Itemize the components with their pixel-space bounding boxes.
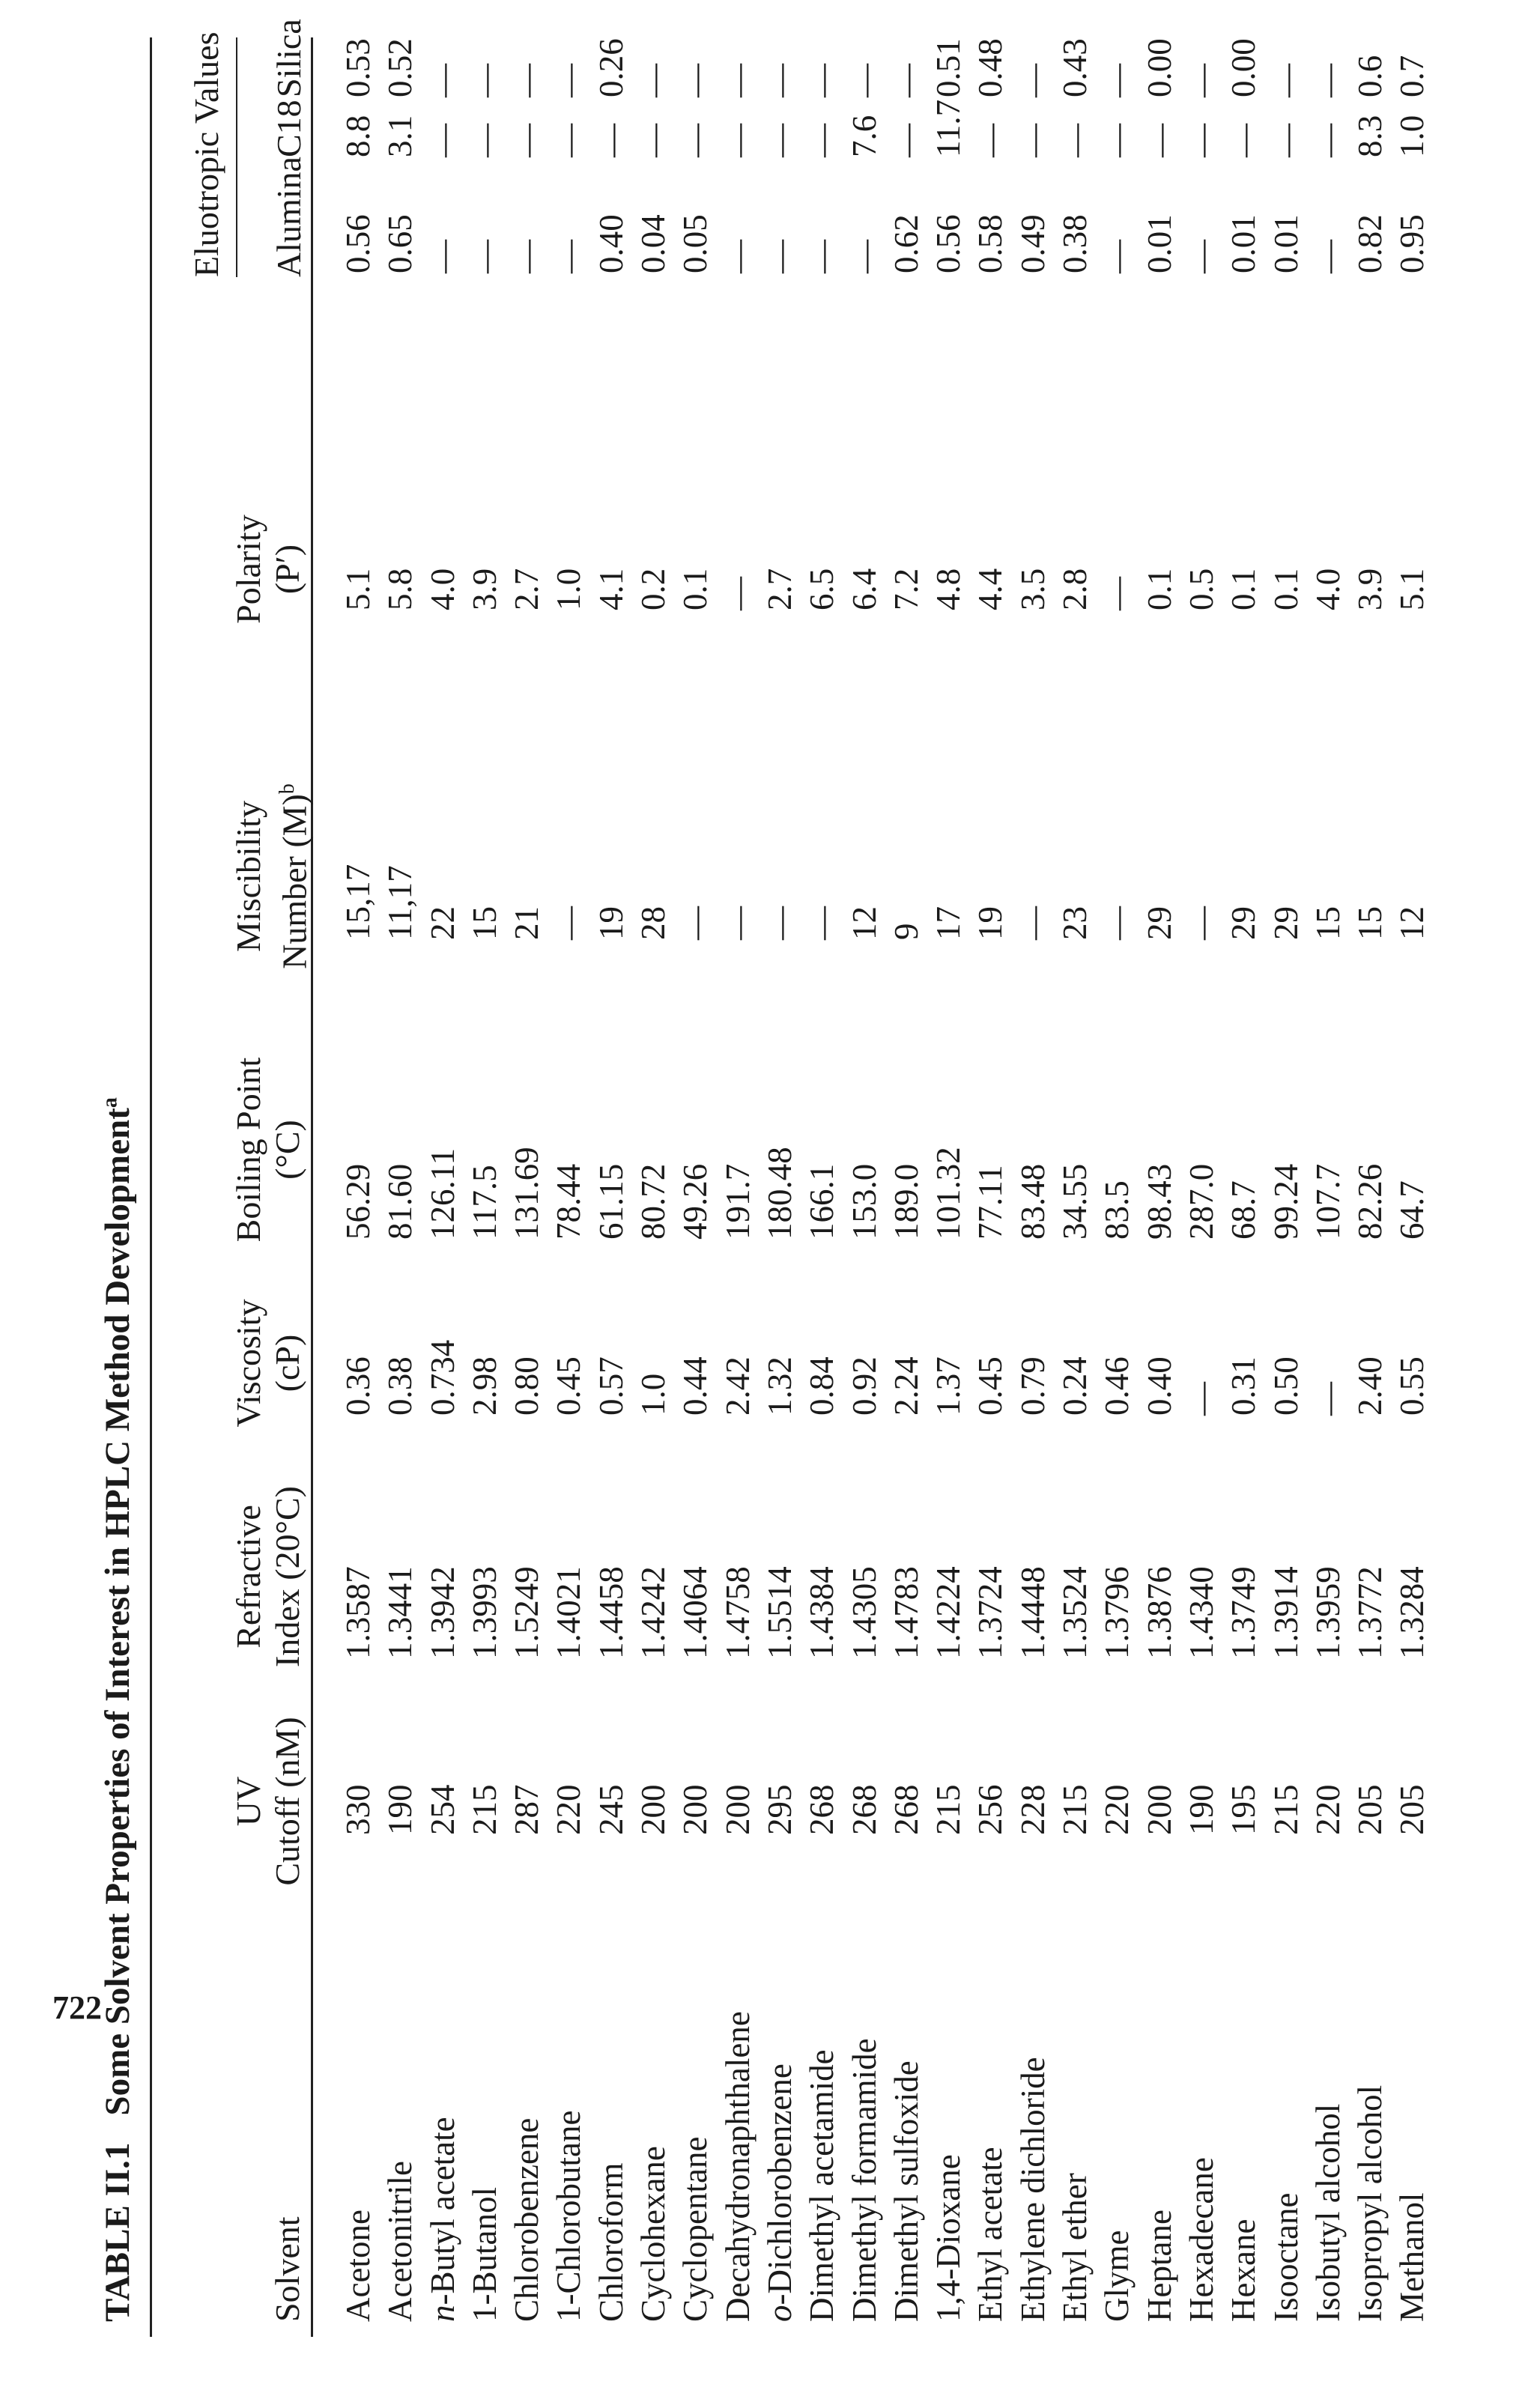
table-cell-c18: — (1225, 124, 1263, 157)
table-cell-silica: — (718, 64, 757, 97)
table-cell-c18: — (634, 124, 673, 157)
table-cell-uv: 268 (803, 1784, 841, 1835)
table-cell-visc: — (1309, 1382, 1347, 1416)
table-cell-silica: — (1309, 64, 1347, 97)
table-cell-misc: 12 (1393, 906, 1431, 940)
table-cell-misc: 23 (1056, 906, 1094, 940)
table-cell-pol: 4.8 (930, 568, 968, 610)
table-cell-alumina: 0.01 (1225, 214, 1263, 273)
table-cell-alumina: 0.82 (1351, 214, 1389, 273)
table-cell-uv: 228 (1013, 1784, 1052, 1835)
table-title-text: Some Solvent Properties of Interest in HPLC Method Development (98, 1108, 137, 2116)
table-cell-c18: 11.7 (930, 99, 968, 157)
table-cell-pol: 6.5 (803, 568, 841, 610)
table-cell-visc: 1.37 (930, 1356, 968, 1416)
table-cell-solvent: Hexadecane (1182, 2157, 1220, 2322)
table-cell-pol: 0.1 (1267, 568, 1305, 610)
table-cell-alumina: 0.95 (1393, 214, 1431, 273)
table-cell-visc: 0.44 (676, 1356, 715, 1416)
table-cell-bp: 131.69 (508, 1147, 546, 1240)
table-cell-uv: 215 (1267, 1784, 1305, 1835)
table-cell-c18: 3.1 (381, 115, 419, 157)
table-cell-solvent: Chlorobenzene (508, 2117, 546, 2322)
table-cell-pol: 2.8 (1056, 568, 1094, 610)
table-cell-visc: 0.55 (1393, 1356, 1431, 1416)
header-rule (311, 37, 313, 2337)
table-cell-misc: 15 (1309, 906, 1347, 940)
table-cell-solvent: Ethyl acetate (971, 2147, 1010, 2322)
table-cell-uv: 205 (1351, 1784, 1389, 1835)
table-cell-misc: 29 (1225, 906, 1263, 940)
page-number: 722 (52, 1989, 102, 2026)
table-cell-uv: 245 (592, 1784, 630, 1835)
table-cell-solvent: Glyme (1098, 2230, 1136, 2322)
title-footnote-marker: a (98, 1097, 122, 1109)
column-miscibility (337, 864, 1434, 940)
table-cell-ri: 1.3772 (1351, 1566, 1389, 1659)
table-cell-solvent: Decahydronaphthalene (718, 2011, 757, 2322)
column-alumina (337, 214, 1434, 273)
table-cell-silica: — (1182, 64, 1220, 97)
table-cell-uv: 287 (508, 1784, 546, 1835)
table-cell-c18: — (592, 124, 630, 157)
table-cell-solvent: Cyclohexane (634, 2146, 673, 2322)
table-cell-visc: 0.80 (508, 1356, 546, 1416)
table-cell-uv: 195 (1225, 1784, 1263, 1835)
table-cell-uv: 215 (465, 1784, 503, 1835)
table-cell-silica: — (550, 64, 588, 97)
table-cell-solvent: Acetone (339, 2210, 377, 2322)
table-cell-uv: 295 (760, 1784, 798, 1835)
table-cell-uv: 254 (423, 1784, 461, 1835)
table-cell-ri: 1.3524 (1056, 1566, 1094, 1659)
table-cell-uv: 200 (1140, 1784, 1178, 1835)
table-cell-pol: 3.9 (465, 568, 503, 610)
table-cell-ri: 1.4224 (930, 1566, 968, 1659)
table-cell-ri: 1.4458 (592, 1566, 630, 1659)
column-c18 (337, 100, 1434, 157)
table-cell-uv: 205 (1393, 1784, 1431, 1835)
table-cell-alumina: — (718, 240, 757, 273)
table-cell-bp: 64.7 (1393, 1180, 1431, 1240)
table-cell-bp: 56.29 (339, 1163, 377, 1240)
table-cell-ri: 1.3724 (971, 1566, 1010, 1659)
table-cell-alumina: 0.56 (339, 214, 377, 273)
table-cell-ri: 1.4758 (718, 1566, 757, 1659)
table-cell-c18: — (1140, 124, 1178, 157)
table-cell-visc: 2.24 (887, 1356, 925, 1416)
table-cell-pol: 2.7 (508, 568, 546, 610)
table-cell-solvent: Dimethyl acetamide (803, 2049, 841, 2322)
table-cell-ri: 1.3959 (1309, 1566, 1347, 1659)
table-cell-solvent: o-Dichlorobenzene (760, 2063, 798, 2322)
table-cell-bp: 49.26 (676, 1163, 715, 1240)
table-cell-visc: 0.36 (339, 1356, 377, 1416)
header-solvent: Solvent (268, 2216, 306, 2322)
table-cell-solvent: Acetonitrile (381, 2161, 419, 2322)
table-cell-uv: 268 (887, 1784, 925, 1835)
table-cell-silica: 0.7 (1393, 55, 1431, 97)
table-cell-visc: 0.84 (803, 1356, 841, 1416)
table-cell-alumina: — (1098, 240, 1136, 273)
table-cell-ri: 1.3876 (1140, 1566, 1178, 1659)
table-cell-alumina: — (508, 240, 546, 273)
table-cell-ri: 1.4242 (634, 1566, 673, 1659)
header-polarity: Polarity (P′) (229, 515, 306, 624)
table-cell-silica: — (887, 64, 925, 97)
table-cell-silica: 0.53 (339, 38, 377, 97)
table-cell-misc: — (1182, 906, 1220, 940)
table-cell-solvent: n-Butyl acetate (423, 2117, 461, 2322)
table-cell-pol: 0.1 (676, 568, 715, 610)
table-cell-alumina: 0.56 (930, 214, 968, 273)
table-cell-silica: — (676, 64, 715, 97)
table-cell-alumina: — (1309, 240, 1347, 273)
table-cell-silica: 0.00 (1225, 38, 1263, 97)
table-cell-uv: 215 (1056, 1784, 1094, 1835)
table-cell-alumina: — (465, 240, 503, 273)
table-cell-ri: 1.4340 (1182, 1566, 1220, 1659)
eluotropic-rule (236, 37, 237, 277)
table-cell-alumina: 0.58 (971, 214, 1010, 273)
table-cell-misc: 17 (930, 906, 968, 940)
table-cell-c18: — (550, 124, 588, 157)
table-cell-pol: 3.9 (1351, 568, 1389, 610)
table-cell-visc: 0.46 (1098, 1356, 1136, 1416)
table-cell-solvent: 1-Butanol (465, 2187, 503, 2322)
table-cell-ri: 1.3749 (1225, 1566, 1263, 1659)
table-cell-solvent: Isobutyl alcohol (1309, 2103, 1347, 2322)
table-cell-pol: 6.4 (845, 568, 883, 610)
table-cell-bp: 117.5 (465, 1165, 503, 1240)
table-cell-misc: 29 (1267, 906, 1305, 940)
table-cell-silica: — (1267, 64, 1305, 97)
table-cell-misc: 29 (1140, 906, 1178, 940)
table-cell-ri: 1.5249 (508, 1566, 546, 1659)
table-cell-misc: 19 (971, 906, 1010, 940)
table-cell-pol: 3.5 (1013, 568, 1052, 610)
header-silica: Silica (270, 19, 308, 97)
table-cell-pol: 0.2 (634, 568, 673, 610)
table-cell-pol: 2.7 (760, 568, 798, 610)
table-cell-solvent: Dimethyl formamide (845, 2038, 883, 2322)
table-cell-ri: 1.4305 (845, 1566, 883, 1659)
table-cell-uv: 256 (971, 1784, 1010, 1835)
header-alumina: Alumina (270, 157, 308, 277)
table-cell-misc: — (760, 906, 798, 940)
header-c18: C18 (270, 100, 308, 157)
table-cell-uv: 330 (339, 1784, 377, 1835)
table-cell-bp: 98.43 (1140, 1163, 1178, 1240)
table-cell-bp: 82.26 (1351, 1163, 1389, 1240)
table-cell-bp: 99.24 (1267, 1163, 1305, 1240)
table-cell-pol: 1.0 (550, 568, 588, 610)
table-cell-alumina: — (845, 240, 883, 273)
table-cell-bp: 191.7 (718, 1163, 757, 1240)
table-cell-pol: — (1098, 577, 1136, 610)
table-cell-uv: 268 (845, 1784, 883, 1835)
table-cell-silica: 0.51 (930, 38, 968, 97)
table-cell-silica: — (760, 64, 798, 97)
column-uv-cutoff (337, 1785, 1434, 1836)
table-cell-bp: 61.15 (592, 1163, 630, 1240)
table-cell-ri: 1.5514 (760, 1566, 798, 1659)
table-cell-alumina: 0.01 (1140, 214, 1178, 273)
table-cell-misc: — (550, 906, 588, 940)
table-cell-visc: — (1182, 1382, 1220, 1416)
table-cell-visc: 0.45 (550, 1356, 588, 1416)
table-cell-ri: 1.3441 (381, 1566, 419, 1659)
table-cell-visc: 2.42 (718, 1356, 757, 1416)
table-cell-bp: 80.72 (634, 1163, 673, 1240)
column-viscosity (337, 1340, 1434, 1416)
table-cell-ri: 1.4783 (887, 1566, 925, 1659)
table-cell-ri: 1.3993 (465, 1566, 503, 1659)
table-cell-ri: 1.3284 (1393, 1566, 1431, 1659)
table-cell-solvent: Isooctane (1267, 2192, 1305, 2322)
table-cell-c18: — (1309, 124, 1347, 157)
table-cell-pol: 5.8 (381, 568, 419, 610)
table-cell-c18: 8.3 (1351, 115, 1389, 157)
table-cell-bp: 153.0 (845, 1163, 883, 1240)
table-cell-silica: 0.6 (1351, 55, 1389, 97)
table-cell-alumina: — (760, 240, 798, 273)
table-cell-c18: — (1013, 124, 1052, 157)
table-cell-bp: 166.1 (803, 1163, 841, 1240)
table-cell-solvent: Isopropyl alcohol (1351, 2084, 1389, 2322)
header-eluotropic-values: Eluotropic Values (187, 31, 225, 277)
table-cell-ri: 1.3587 (339, 1566, 377, 1659)
table-cell-c18: — (760, 124, 798, 157)
table-cell-pol: 7.2 (887, 568, 925, 610)
table-cell-silica: — (465, 64, 503, 97)
table-cell-silica: 0.26 (592, 38, 630, 97)
table-cell-alumina: 0.65 (381, 214, 419, 273)
table-cell-alumina: 0.38 (1056, 214, 1094, 273)
table-cell-solvent: Ethylene dichloride (1013, 2057, 1052, 2322)
table-cell-c18: — (1267, 124, 1305, 157)
table-cell-bp: 83.5 (1098, 1180, 1136, 1240)
table-cell-bp: 107.7 (1309, 1163, 1347, 1240)
table-cell-visc: 0.57 (592, 1356, 630, 1416)
table-cell-silica: — (803, 64, 841, 97)
table-cell-bp: 126.11 (423, 1147, 461, 1240)
column-refractive-index (337, 1566, 1434, 1659)
table-cell-c18: 8.8 (339, 115, 377, 157)
table-cell-visc: 0.45 (971, 1356, 1010, 1416)
table-cell-solvent: Methanol (1393, 2192, 1431, 2322)
table-cell-misc: 22 (423, 906, 461, 940)
table-cell-visc: 2.98 (465, 1356, 503, 1416)
top-rule (150, 37, 152, 2337)
table-cell-misc: 11,17 (381, 865, 419, 940)
table-label: TABLE II.1 (98, 2142, 137, 2322)
table-cell-alumina: 0.01 (1267, 214, 1305, 273)
table-cell-ri: 1.3796 (1098, 1566, 1136, 1659)
table-cell-c18: 1.0 (1393, 115, 1431, 157)
table-cell-misc: 28 (634, 906, 673, 940)
column-silica (337, 38, 1434, 97)
table-cell-misc: — (1013, 906, 1052, 940)
table-cell-solvent: Dimethyl sulfoxide (887, 2060, 925, 2322)
table-cell-bp: 81.60 (381, 1163, 419, 1240)
table-cell-silica: — (1013, 64, 1052, 97)
table-cell-visc: 1.32 (760, 1356, 798, 1416)
table-cell-misc: 12 (845, 906, 883, 940)
table-cell-solvent: Hexane (1225, 2219, 1263, 2322)
table-cell-solvent: Cyclopentane (676, 2136, 715, 2322)
table-cell-bp: 34.55 (1056, 1163, 1094, 1240)
table-cell-silica: — (423, 64, 461, 97)
header-boiling-point: Boiling Point (°C) (229, 1057, 306, 1243)
table-cell-bp: 189.0 (887, 1163, 925, 1240)
table-cell-ri: 1.4384 (803, 1566, 841, 1659)
table-cell-alumina: 0.62 (887, 214, 925, 273)
table-cell-alumina: — (803, 240, 841, 273)
table-cell-uv: 220 (1309, 1784, 1347, 1835)
table-cell-alumina: 0.05 (676, 214, 715, 273)
table-cell-ri: 1.4064 (676, 1566, 715, 1659)
table-cell-alumina: — (1182, 240, 1220, 273)
table-cell-misc: 15 (465, 906, 503, 940)
table-cell-solvent: 1,4-Dioxane (930, 2154, 968, 2322)
table-cell-uv: 200 (634, 1784, 673, 1835)
table-cell-silica: 0.48 (971, 38, 1010, 97)
table-cell-bp: 68.7 (1225, 1180, 1263, 1240)
table-cell-visc: 0.24 (1056, 1356, 1094, 1416)
table-cell-alumina: — (550, 240, 588, 273)
table-cell-uv: 190 (381, 1784, 419, 1835)
header-viscosity: Viscosity (cP) (229, 1299, 306, 1428)
table-cell-pol: 5.1 (339, 568, 377, 610)
table-cell-pol: 4.0 (423, 568, 461, 610)
table-cell-c18: — (676, 124, 715, 157)
table-cell-ri: 1.4448 (1013, 1566, 1052, 1659)
table-cell-c18: — (423, 124, 461, 157)
table-cell-bp: 180.48 (760, 1147, 798, 1240)
table-cell-misc: — (676, 906, 715, 940)
table-cell-visc: 2.40 (1351, 1356, 1389, 1416)
table-cell-misc: 21 (508, 906, 546, 940)
table-cell-uv: 200 (676, 1784, 715, 1835)
table-cell-visc: 0.40 (1140, 1356, 1178, 1416)
table-cell-visc: 0.38 (381, 1356, 419, 1416)
table-cell-uv: 220 (550, 1784, 588, 1835)
table-cell-c18: — (718, 124, 757, 157)
header-refractive-index: Refractive Index (20°C) (229, 1486, 306, 1667)
table-cell-ri: 1.3942 (423, 1566, 461, 1659)
table-cell-pol: 4.0 (1309, 568, 1347, 610)
table-cell-solvent: 1-Chlorobutane (550, 2110, 588, 2322)
table-cell-bp: 78.44 (550, 1163, 588, 1240)
table-cell-bp: 287.0 (1182, 1163, 1220, 1240)
table-cell-c18: — (803, 124, 841, 157)
table-cell-silica: — (634, 64, 673, 97)
header-uv-cutoff: UV Cutoff (nM) (229, 1717, 306, 1886)
column-solvent (337, 2011, 1434, 2322)
rotated-table (82, 19, 1476, 2344)
table-cell-silica: — (845, 64, 883, 97)
table-cell-alumina: 0.04 (634, 214, 673, 273)
table-cell-uv: 215 (930, 1784, 968, 1835)
table-cell-visc: 0.734 (423, 1339, 461, 1416)
table-cell-visc: 1.0 (634, 1373, 673, 1416)
table-cell-pol: 4.1 (592, 568, 630, 610)
table-cell-misc: — (718, 906, 757, 940)
table-cell-silica: 0.52 (381, 38, 419, 97)
table-cell-pol: 0.1 (1225, 568, 1263, 610)
column-polarity (337, 568, 1434, 610)
table-title (97, 1097, 138, 2322)
table-cell-misc: 19 (592, 906, 630, 940)
table-cell-pol: 4.4 (971, 568, 1010, 610)
table-cell-c18: 7.6 (845, 115, 883, 157)
table-cell-c18: — (971, 124, 1010, 157)
table-cell-visc: 0.79 (1013, 1356, 1052, 1416)
table-cell-misc: 15 (1351, 906, 1389, 940)
table-cell-visc: 0.92 (845, 1356, 883, 1416)
table-cell-pol: 0.5 (1182, 568, 1220, 610)
table-cell-uv: 190 (1182, 1784, 1220, 1835)
header-miscibility: Miscibility Number $(M)^b$ (229, 783, 314, 969)
table-cell-bp: 77.11 (971, 1165, 1010, 1240)
table-cell-c18: — (1098, 124, 1136, 157)
table-cell-bp: 83.48 (1013, 1163, 1052, 1240)
table-cell-pol: — (718, 577, 757, 610)
table-cell-uv: 220 (1098, 1784, 1136, 1835)
table-cell-alumina: 0.49 (1013, 214, 1052, 273)
table-cell-visc: 0.50 (1267, 1356, 1305, 1416)
table-cell-c18: — (887, 124, 925, 157)
table-cell-misc: — (803, 906, 841, 940)
table-cell-pol: 5.1 (1393, 568, 1431, 610)
table-cell-silica: 0.00 (1140, 38, 1178, 97)
table-cell-c18: — (1182, 124, 1220, 157)
table-cell-misc: 9 (887, 923, 925, 940)
table-cell-silica: — (1098, 64, 1136, 97)
table-cell-alumina: — (423, 240, 461, 273)
table-cell-silica: 0.43 (1056, 38, 1094, 97)
table-cell-ri: 1.3914 (1267, 1566, 1305, 1659)
table-cell-c18: — (465, 124, 503, 157)
table-cell-ri: 1.4021 (550, 1566, 588, 1659)
table-cell-c18: — (508, 124, 546, 157)
table-cell-bp: 101.32 (930, 1147, 968, 1240)
table-cell-visc: 0.31 (1225, 1356, 1263, 1416)
table-cell-misc: — (1098, 906, 1136, 940)
table-cell-c18: — (1056, 124, 1094, 157)
table-cell-pol: 0.1 (1140, 568, 1178, 610)
table-cell-alumina: 0.40 (592, 214, 630, 273)
table-cell-misc: 15,17 (339, 864, 377, 940)
table-cell-solvent: Heptane (1140, 2210, 1178, 2322)
table-cell-solvent: Ethyl ether (1056, 2173, 1094, 2322)
table-cell-uv: 200 (718, 1784, 757, 1835)
column-boiling-point (337, 1147, 1434, 1240)
table-cell-solvent: Chloroform (592, 2162, 630, 2322)
table-cell-silica: — (508, 64, 546, 97)
